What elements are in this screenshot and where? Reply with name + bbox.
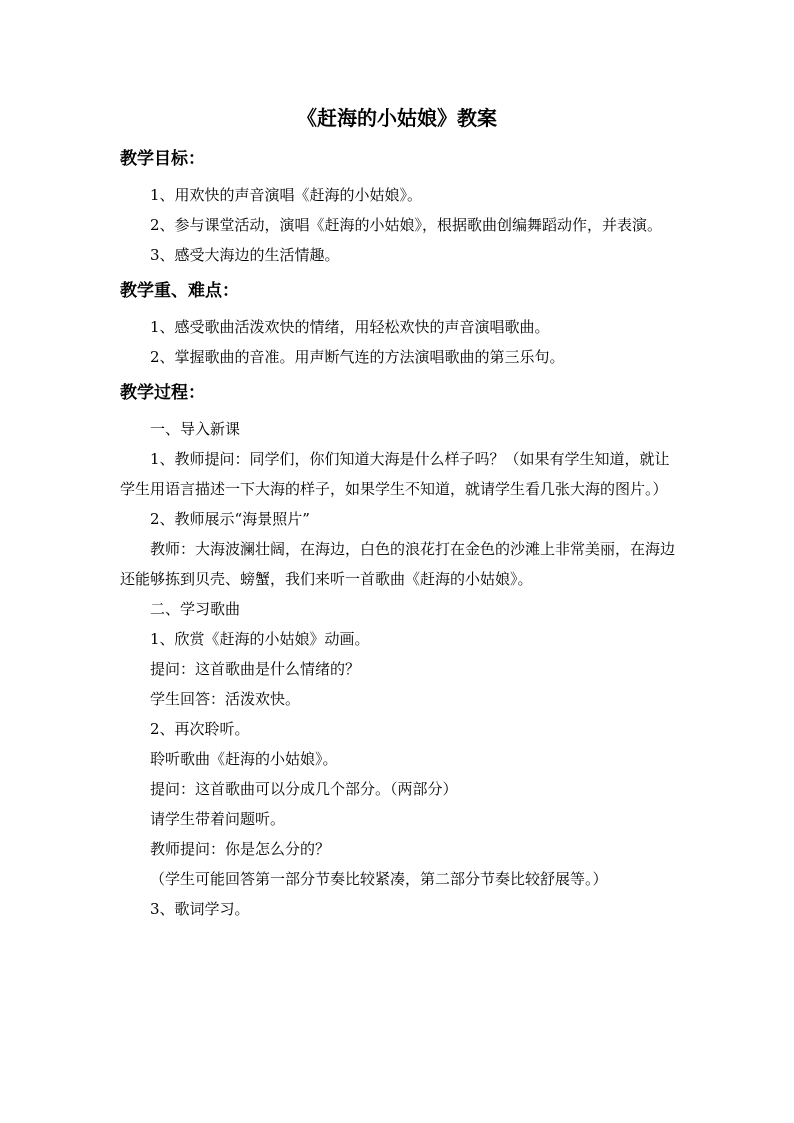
process-item: 3、歌词学习。 [150, 900, 250, 918]
process-item: 请学生带着问题听。 [150, 810, 286, 828]
process-item: （学生可能回答第一部分节奏比较紧凑，第二部分节奏比较舒展等。） [150, 870, 608, 888]
process-item: 2、教师展示“海景照片” [150, 510, 310, 528]
goals-item: 3、感受大海边的生活情趣。 [150, 246, 340, 264]
document-title: 《赶海的小姑娘》教案 [297, 106, 497, 130]
process-item: 1、教师提问：同学们，你们知道大海是什么样子吗？（如果有学生知道，就让学生用语言描述一下大海的样子，如果学生不知道，就请学生看几张大海的图片。） [120, 450, 670, 498]
process-item: 教师：大海波澜壮阔，在海边，白色的浪花打在金色的沙滩上非常美丽，在海边还能够拣到贝壳、螃蟹，我们来听一首歌曲《赶海的小姑娘》。 [120, 540, 676, 588]
process-item: 教师提问：你是怎么分的？ [150, 840, 331, 858]
process-item: 聆听歌曲《赶海的小姑娘》。 [150, 750, 338, 768]
process-item: 提问：这首歌曲是什么情绪的？ [150, 660, 361, 678]
process-heading: 教学过程： [120, 383, 205, 403]
process-item: 二、学习歌曲 [150, 600, 241, 618]
key-points-item: 2、掌握歌曲的音准。用声断气连的方法演唱歌曲的第三乐句。 [150, 348, 565, 366]
process-item: 学生回答：活泼欢快。 [150, 690, 301, 708]
process-item: 一、导入新课 [150, 420, 241, 438]
process-item: 提问：这首歌曲可以分成几个部分。（两部分） [150, 780, 458, 798]
goals-item: 2、参与课堂活动，演唱《赶海的小姑娘》，根据歌曲创编舞蹈动作，并表演。 [150, 216, 663, 234]
key-points-item: 1、感受歌曲活泼欢快的情绪，用轻松欢快的声音演唱歌曲。 [150, 318, 550, 336]
process-item: 2、再次聆听。 [150, 720, 250, 738]
goals-item: 1、用欢快的声音演唱《赶海的小姑娘》。 [150, 186, 423, 204]
goals-heading: 教学目标： [120, 149, 205, 169]
process-item: 1、欣赏《赶海的小姑娘》动画。 [150, 630, 370, 648]
document-body [120, 144, 680, 924]
key-points-heading: 教学重、难点： [120, 281, 239, 301]
